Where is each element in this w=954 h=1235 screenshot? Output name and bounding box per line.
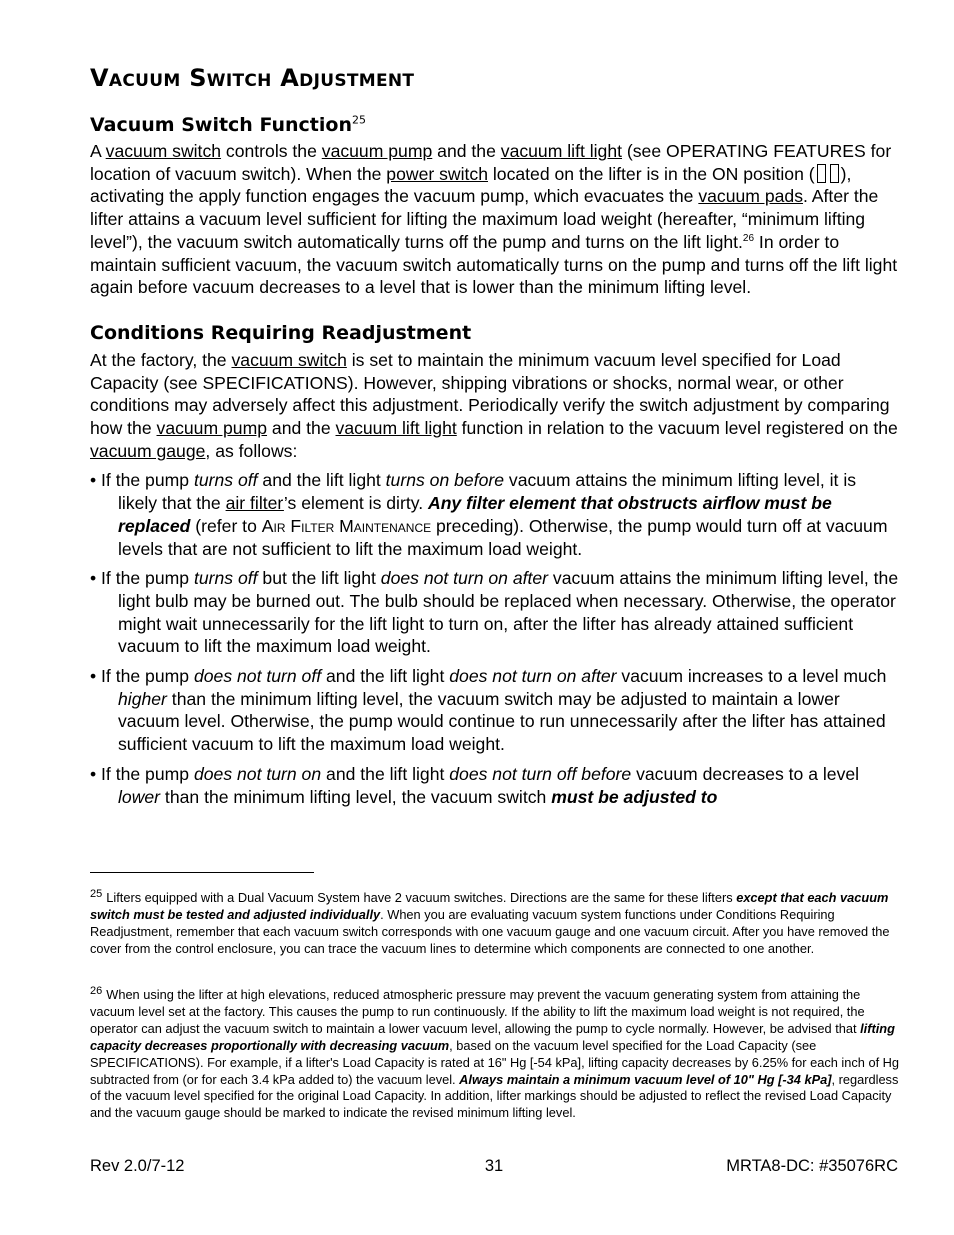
footnote-26: 26 When using the lifter at high elevations, reduced atmospheric pressure may prevent the vacuum generating system from attaining the vacuum level set at the factory. This causes the pump to run continuously. If the ability to lift the maximum load weight is not required, the operator can adjust the vacuum switch to maintain a lower vacuum level, allowing the pump to cycle normally. However, be advised that lifting capacity decreases proportionally with decreasing vacuum, based on the vacuum level specified for the Load Capacity (see SPECIFICATIONS). For example, if a lifter's Load Capacity is rated at 16" Hg [-54 kPa], lifting capacity decreases by 6.25% for each inch of Hg subtracted from (or for each 3.4 kPa added to) the vacuum level. Always maintain a minimum vacuum level of 10" Hg [-34 kPa], regardless of the vacuum level specified for the original Load Capacity. In addition, lifter markings should be adjusted to reflect the revised Load Capacity and the vacuum gauge should be marked to indicate the revised minimum lifting level. — [90, 984, 900, 1121]
term-vacuum-pump: vacuum pump — [156, 418, 268, 439]
page-body — [90, 58, 900, 808]
term-vacuum-lift-light: vacuum lift light — [500, 141, 623, 161]
on-position-symbol-icon — [817, 164, 826, 183]
term-vacuum-lift-light: vacuum lift light — [335, 418, 457, 439]
term-air-filter: air filter — [225, 493, 284, 514]
paragraph-readjustment: At the factory, the vacuum switch is set to maintain the minimum vacuum level specified for Load Capacity (see SPECIFICATIONS). However, shipping vibrations or shocks, normal wear, or other conditions may adversely affect this adjustment. Periodically verify the switch adjustment by comparing how the vacuum pump and the vacuum lift light function in relation to the vacuum level registered on the vacuum gauge, as follows: — [90, 349, 898, 461]
section-heading-function — [90, 112, 900, 138]
list-item: • If the pump turns off and the lift light turns on before vacuum attains the minimum lifting level, it is likely that the air filter’s element is dirty. Any filter element that obstructs airflow must be replaced (refer to Air Filter Maintenance preceding). Otherwise, the pump would turn off at vacuum levels that are not sufficient to lift the maximum load weight. — [90, 470, 888, 559]
term-vacuum-pump: vacuum pump — [321, 141, 433, 161]
term-vacuum-pads: vacuum pads — [698, 186, 803, 207]
section-heading-function-text: Vacuum Switch Function — [90, 114, 352, 136]
section-heading-readjustment: Conditions Requiring Readjustment — [90, 321, 472, 344]
paragraph-function: A vacuum switch controls the vacuum pump and the vacuum lift light (see OPERATING FEATURES for location of vacuum switch). When the power switch located on the lifter is in the ON position ( ), activating the apply function engages the vacuum pump, which evacuates the vacuum pads. After the lifter attains a vacuum level sufficient for lifting the maximum load weight (hereafter, “minimum lifting level”), the vacuum switch automatically turns off the pump and turns on the lift light.$^{26}$ In order to maintain sufficient vacuum, the vacuum switch automatically turns on the pump and turns off the lift light again before vacuum decreases to a level that is lower than the minimum lifting level. — [90, 141, 898, 298]
page-number: 31 — [484, 1157, 504, 1175]
on-position-symbol-icon — [830, 164, 839, 183]
page-footer — [90, 1157, 898, 1179]
revision-label: Rev 2.0/7-12 — [90, 1157, 185, 1175]
term-vacuum-gauge: vacuum gauge — [90, 440, 206, 461]
list-item: • If the pump turns off but the lift light does not turn on after vacuum attains the minimum lifting level, the light bulb may be burned out. The bulb should be replaced when necessary. Otherwise, the operator might wait unnecessarily for the lift light to turn on, after the lifter has already attained sufficient vacuum to lift the maximum load weight. — [90, 568, 899, 657]
footnote-ref-26: 26 — [742, 232, 755, 244]
term-vacuum-switch: vacuum switch — [105, 141, 222, 161]
list-item: • If the pump does not turn on and the lift light does not turn off before vacuum decreases to a level lower than the minimum lifting level, the vacuum switch must be adjusted to — [90, 763, 860, 807]
term-power-switch: power switch — [386, 163, 488, 184]
footnote-separator — [90, 872, 314, 873]
footnote-25: 25 Lifters equipped with a Dual Vacuum System have 2 vacuum switches. Directions are the same for these lifters except that each vacuum switch must be tested and adjusted individually. When you are evaluating vacuum system functions under Conditions Requiring Readjustment, remember that each vacuum switch corresponds with one vacuum gauge and one vacuum circuit. After you have removed the cover from the control enclosure, you can trace the vacuum lines to determine which components are connected to one another. — [90, 887, 890, 956]
footnote-ref-25: 25 — [351, 113, 366, 127]
list-item: • If the pump does not turn off and the lift light does not turn on after vacuum increases to a level much higher than the minimum lifting level, the vacuum switch may be adjusted to maintain a lower vacuum level. Otherwise, the pump would continue to run unnecessarily after the lifter has attained sufficient vacuum to lift the maximum load weight. — [90, 666, 887, 755]
term-vacuum-switch: vacuum switch — [231, 349, 347, 370]
page-title: Vacuum Switch Adjustment — [90, 64, 415, 92]
footnote-number: 25 — [90, 887, 103, 900]
document-id: MRTA8-DC: #35076RC — [726, 1157, 898, 1175]
footnote-number: 26 — [90, 984, 103, 997]
